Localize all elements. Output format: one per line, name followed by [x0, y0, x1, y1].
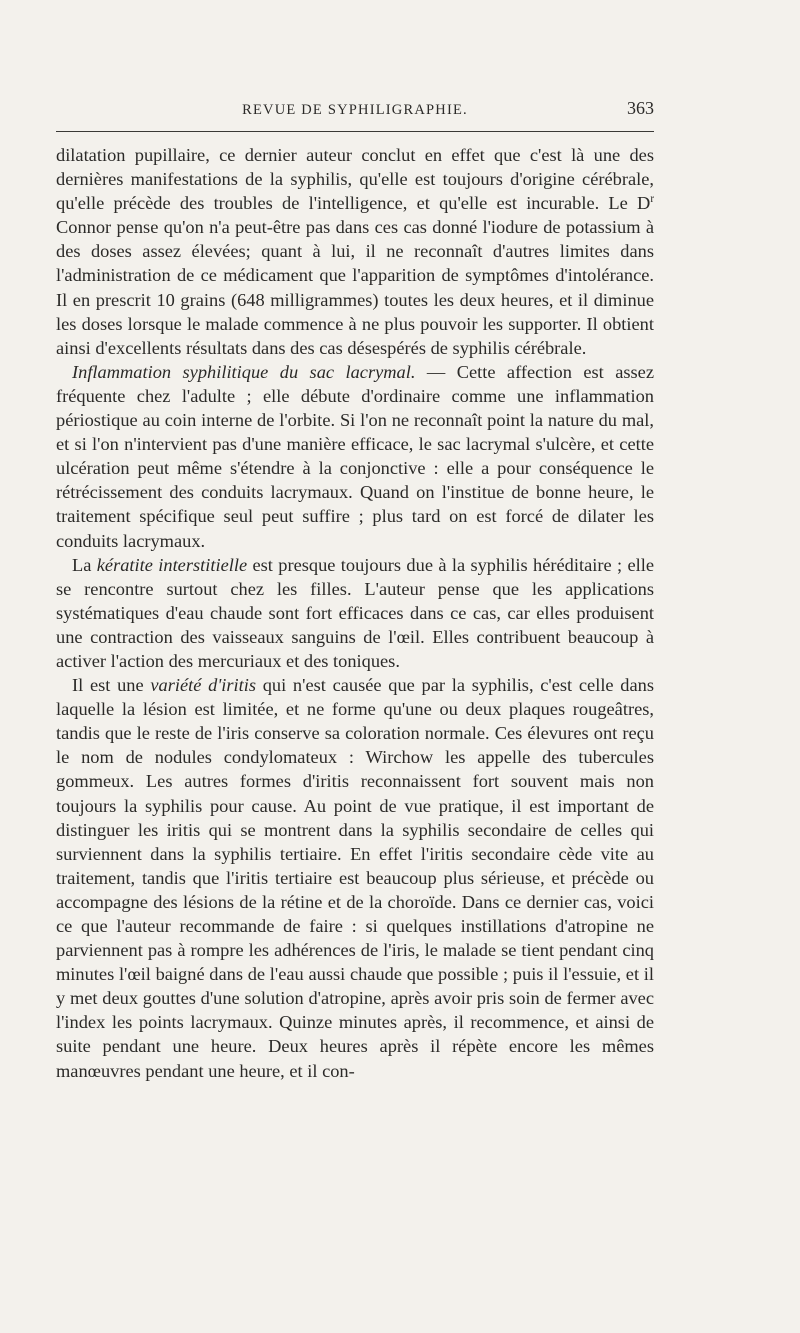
superscript-run: r: [650, 193, 654, 206]
paragraph: [56, 360, 654, 553]
text-run: qui n'est causée que par la syphilis, c'est celle dans laquelle la lésion est limitée, et ne forme qu'une ou deux plaques rougeâtres, tandis que le reste de l'iris conserve sa coloration normale. Ces élevures ont reçu le nom de nodules condylomateux : Wirchow les appelle des tubercules gommeux. Les autres formes d'iritis reconnaissent fort souvent mais non toujours la syphilis pour cause. Au point de vue pratique, il est important de distinguer les iritis qui se montrent dans la syphilis secondaire de celles qui surviennent dans la syphilis tertiaire. En effet l'iritis secondaire cède vite au traitement, tandis que l'iritis tertiaire est beaucoup plus sérieuse, et précède ou accompagne des lésions de la rétine et de la choroïde. Dans ce dernier cas, voici ce que l'auteur recommande de faire : si quelques instillations d'atropine ne parviennent pas à rompre les adhérences de l'iris, le malade se tient pendant cinq minutes l'œil baigné dans de l'eau aussi chaude que possible ; puis il l'essuie, et il y met deux gouttes d'une solution d'atropine, après avoir pris soin de fermer avec l'index les points lacrymaux. Quinze minutes après, il recommence, et ainsi de suite pendant une heure. Deux heures après il répète encore les mêmes manœuvres pendant une heure, et il con-: [56, 675, 655, 1081]
header-rule: [56, 131, 654, 132]
italic-run: Inflammation syphilitique du sac lacrymal.: [72, 361, 416, 382]
paragraph: [56, 553, 654, 673]
paragraph: [56, 143, 654, 360]
italic-run: kératite interstitielle: [96, 554, 248, 575]
body-text: [56, 143, 654, 1083]
page-number: 363: [627, 98, 654, 118]
text-run: — Cette affection est assez fréquente chez l'adulte ; elle débute d'ordinaire comme une inflammation périostique au coin interne de l'orbite. Si l'on ne reconnaît point la nature du mal, et si l'on n'intervient pas d'une manière efficace, le sac lacrymal s'ulcère, et cette ulcération peut même s'étendre à la conjonctive : elle a pour conséquence le rétrécissement des conduits lacrymaux. Quand on l'institue de bonne heure, le traitement spécifique seul peut suffire ; plus tard on est forcé de dilater les conduits lacrymaux.: [56, 361, 654, 551]
text-run: dilatation pupillaire, ce dernier auteur conclut en effet que c'est là une des dernières manifestations de la syphilis, qu'elle est toujours d'origine cérébrale, qu'elle précède des troubles de l'intelligence, et qu'elle est incurable. Le D: [56, 145, 654, 214]
text-run: Connor pense qu'on n'a peut-être pas dans ces cas donné l'iodure de potassium à des doses assez élevées; quant à lui, il ne reconnaît d'autres limites dans l'administration de ce médicament que l'apparition de symptômes d'intolérance. Il en prescrit 10 grains (648 milligrammes) toutes les deux heures, et il diminue les doses lorsque le malade commence à ne plus pouvoir les supporter. Il obtient ainsi d'excellents résultats dans des cas désespérés de syphilis cérébrale.: [56, 217, 654, 358]
text-run: Il est une: [72, 675, 151, 696]
paragraph: [56, 673, 654, 1083]
page-header: [56, 98, 654, 124]
text-run: est presque toujours due à la syphilis héréditaire ; elle se rencontre surtout chez les filles. L'auteur pense que les applications systématiques d'eau chaude sont fort efficaces dans ce cas, car elles produisent une contraction des vaisseaux sanguins de l'œil. Elles contribuent beaucoup à activer l'action des mercuriaux et des toniques.: [56, 554, 654, 671]
text-run: La: [72, 554, 97, 575]
italic-run: variété d'iritis: [150, 675, 257, 696]
running-head: REVUE DE SYPHILIGRAPHIE.: [242, 102, 468, 118]
